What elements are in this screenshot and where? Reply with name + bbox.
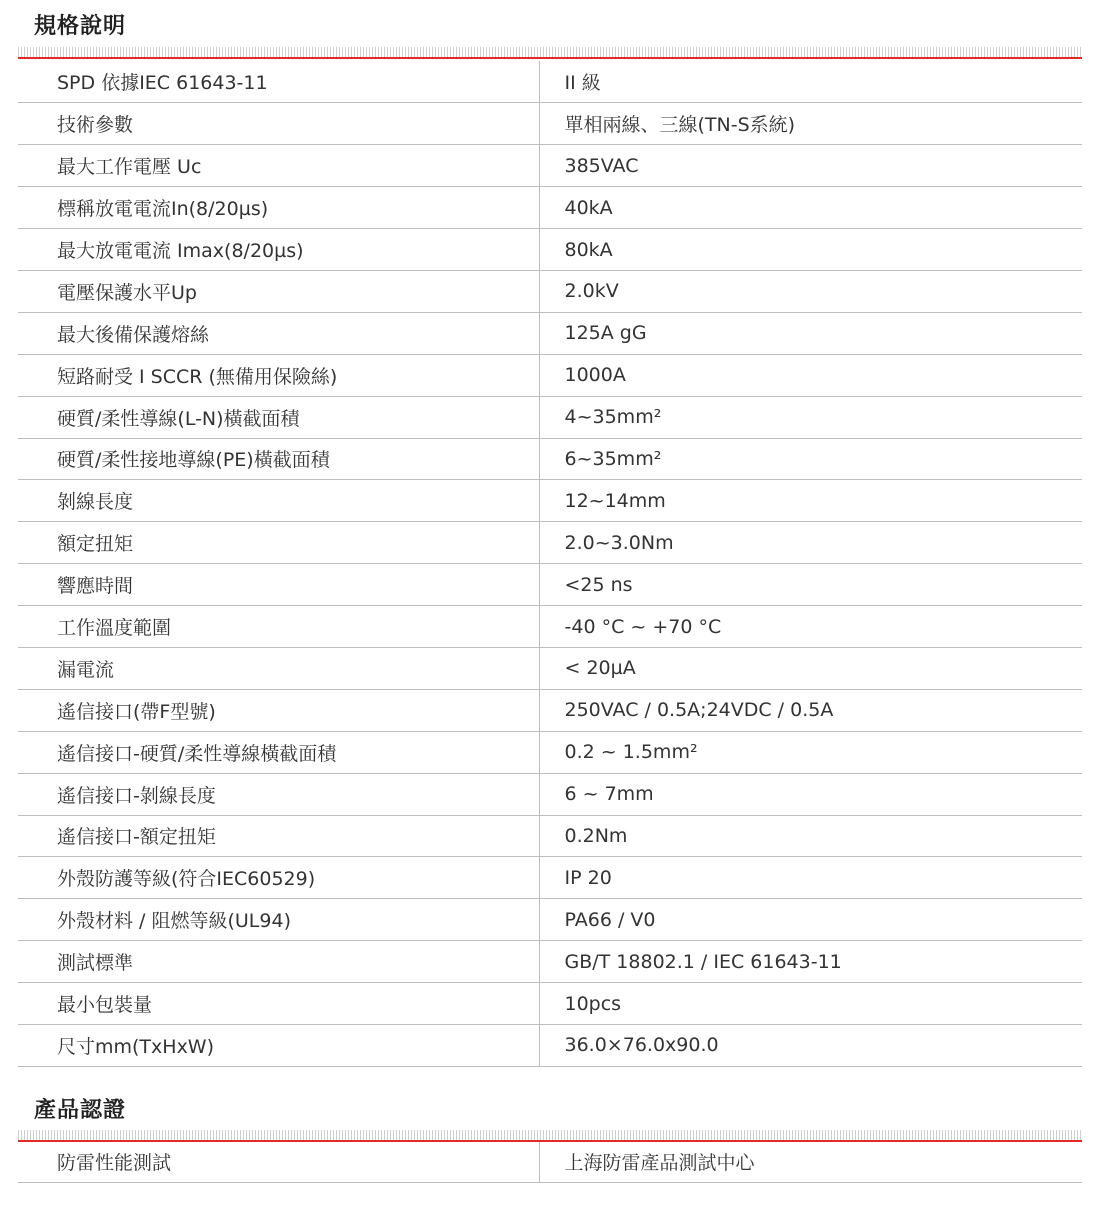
spec-row: [18, 354, 1082, 396]
cert-row: [18, 1142, 1082, 1182]
spec-label: 外殼防護等級(符合IEC60529): [18, 857, 539, 899]
spec-row: [18, 731, 1082, 773]
spec-label: 技術參數: [18, 103, 539, 145]
spec-value: 80kA: [539, 229, 1082, 271]
spec-value: 6 ~ 7mm: [539, 773, 1082, 815]
spec-row: [18, 815, 1082, 857]
spec-row: [18, 312, 1082, 354]
spec-title-divider: [18, 47, 1082, 59]
spec-row: [18, 480, 1082, 522]
spec-value: 36.0×76.0x90.0: [539, 1024, 1082, 1066]
cert-table: [18, 1142, 1082, 1183]
spec-label: 遙信接口-硬質/柔性導線橫截面積: [18, 731, 539, 773]
spec-value: 4~35mm²: [539, 396, 1082, 438]
spec-label: 外殼材料 / 阻燃等級(UL94): [18, 899, 539, 941]
spec-value: IP 20: [539, 857, 1082, 899]
spec-row: [18, 187, 1082, 229]
spec-row: [18, 229, 1082, 271]
spec-row: [18, 61, 1082, 103]
spec-row: [18, 857, 1082, 899]
spec-label: 電壓保護水平Up: [18, 270, 539, 312]
spec-value: 0.2 ~ 1.5mm²: [539, 731, 1082, 773]
spec-label: 尺寸mm(TxHxW): [18, 1024, 539, 1066]
spec-value: 40kA: [539, 187, 1082, 229]
spec-value: 1000A: [539, 354, 1082, 396]
spec-value: GB/T 18802.1 / IEC 61643-11: [539, 941, 1082, 983]
spec-label: 遙信接口(帶F型號): [18, 689, 539, 731]
spec-row: [18, 396, 1082, 438]
spec-label: 標稱放電電流In(8/20µs): [18, 187, 539, 229]
spec-row: [18, 522, 1082, 564]
spec-section-title: 規格說明: [34, 14, 127, 39]
spec-label: 響應時間: [18, 564, 539, 606]
spec-label: 測試標準: [18, 941, 539, 983]
spec-value: 125A gG: [539, 312, 1082, 354]
spec-label: 額定扭矩: [18, 522, 539, 564]
spec-row: [18, 564, 1082, 606]
spec-label: 硬質/柔性導線(L-N)橫截面積: [18, 396, 539, 438]
spec-value: 250VAC / 0.5A;24VDC / 0.5A: [539, 689, 1082, 731]
spec-table: [18, 61, 1082, 1067]
spec-value: <25 ns: [539, 564, 1082, 606]
spec-value: 2.0kV: [539, 270, 1082, 312]
spec-row: [18, 145, 1082, 187]
spec-value: 385VAC: [539, 145, 1082, 187]
spec-value: 2.0~3.0Nm: [539, 522, 1082, 564]
spec-label: 剝線長度: [18, 480, 539, 522]
spec-row: [18, 899, 1082, 941]
spec-label: 遙信接口-剝線長度: [18, 773, 539, 815]
spec-label: 漏電流: [18, 647, 539, 689]
spec-row: [18, 689, 1082, 731]
spec-label: 短路耐受 I SCCR (無備用保險絲): [18, 354, 539, 396]
spec-value: < 20µA: [539, 647, 1082, 689]
cert-section-title: 產品認證: [34, 1098, 127, 1123]
spec-label: 硬質/柔性接地導線(PE)橫截面積: [18, 438, 539, 480]
spec-value: 6~35mm²: [539, 438, 1082, 480]
spec-label: 最大放電電流 Imax(8/20µs): [18, 229, 539, 271]
spec-value: -40 °C ~ +70 °C: [539, 606, 1082, 648]
spec-value: 上海防雷產品測試中心: [539, 1142, 1082, 1182]
spec-row: [18, 103, 1082, 145]
spec-label: 工作溫度範圍: [18, 606, 539, 648]
cert-title-divider: [18, 1130, 1082, 1142]
spec-value: 12~14mm: [539, 480, 1082, 522]
spec-label: 最小包裝量: [18, 983, 539, 1025]
spec-row: [18, 941, 1082, 983]
spec-row: [18, 438, 1082, 480]
spec-value: II 級: [539, 61, 1082, 103]
spec-label: 最大工作電壓 Uc: [18, 145, 539, 187]
spec-label: 防雷性能測試: [18, 1142, 539, 1182]
spec-value: 10pcs: [539, 983, 1082, 1025]
spec-row: [18, 1024, 1082, 1066]
spec-row: [18, 983, 1082, 1025]
spec-row: [18, 606, 1082, 648]
spec-row: [18, 647, 1082, 689]
spec-row: [18, 773, 1082, 815]
spec-value: PA66 / V0: [539, 899, 1082, 941]
spec-value: 單相兩線、三線(TN-S系統): [539, 103, 1082, 145]
spec-value: 0.2Nm: [539, 815, 1082, 857]
spec-row: [18, 270, 1082, 312]
spec-label: 最大後備保護熔絲: [18, 312, 539, 354]
spec-label: 遙信接口-額定扭矩: [18, 815, 539, 857]
spec-label: SPD 依據IEC 61643-11: [18, 61, 539, 103]
